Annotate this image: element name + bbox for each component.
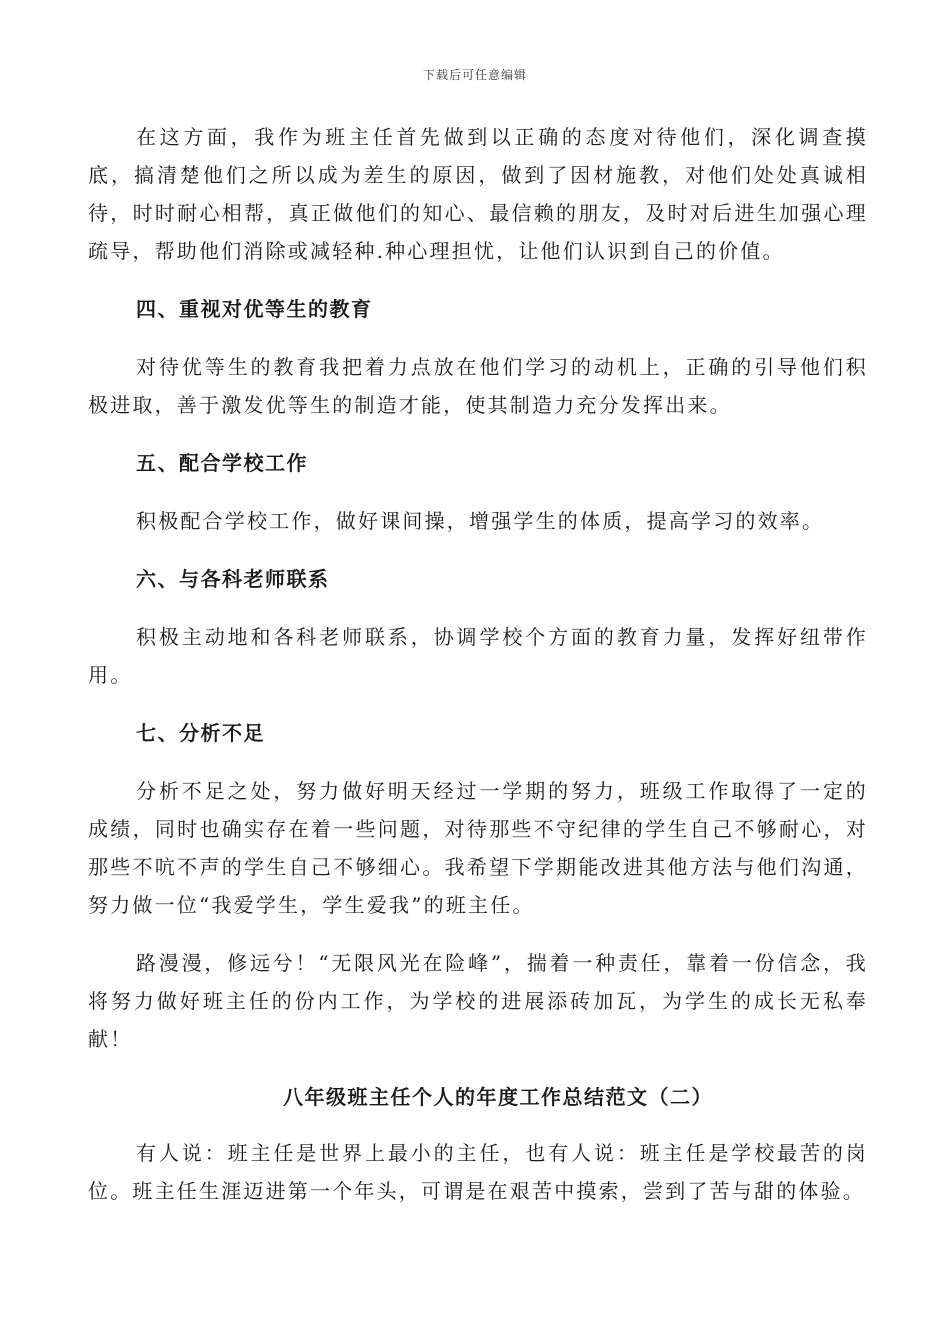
paragraph-intro-two: 有人说：班主任是世界上最小的主任，也有人说：班主任是学校最苦的岗位。班主任生涯迈进第一个年头，可谓是在艰苦中摸索，尝到了苦与甜的体验。 (88, 1141, 868, 1203)
paragraph-underachievers: 在这方面，我作为班主任首先做到以正确的态度对待他们，深化调查摸底，搞清楚他们之所以成为差生的原因，做到了因材施教，对他们处处真诚相待，时时耐心相帮，真正做他们的知心、最信赖的朋友，及时对后进生加强心理疏导，帮助他们消除或减轻种.种心理担忧，让他们认识到自己的价值。 (88, 125, 868, 263)
paragraph-closing: 路漫漫，修远兮！“无限风光在险峰”，揣着一种责任，靠着一份信念，我将努力做好班主任的份内工作，为学校的进展添砖加瓦，为学生的成长无私奉献！ (88, 951, 868, 1051)
page-header-note: 下载后可任意编辑 (422, 68, 527, 82)
paragraph-school-work: 积极配合学校工作，做好课间操，增强学生的体质，提高学习的效率。 (136, 509, 825, 533)
article-title-two: 八年级班主任个人的年度工作总结范文（二） (283, 1085, 713, 1109)
document-body (88, 118, 868, 1230)
section-heading-5: 五、配合学校工作 (136, 451, 308, 475)
section-heading-4: 四、重视对优等生的教育 (136, 297, 373, 321)
paragraph-top-students: 对待优等生的教育我把着力点放在他们学习的动机上，正确的引导他们积极进取，善于激发优等生的制造才能，使其制造力充分发挥出来。 (88, 355, 868, 417)
paragraph-shortcomings: 分析不足之处，努力做好明天经过一学期的努力，班级工作取得了一定的成绩，同时也确实存在着一些问题，对待那些不守纪律的学生自己不够耐心，对那些不吭不声的学生自己不够细心。我希望下学期能改进其他方法与他们沟通，努力做一位“我爱学生，学生爱我”的班主任。 (88, 779, 868, 917)
section-heading-7: 七、分析不足 (136, 721, 265, 745)
paragraph-teachers-contact: 积极主动地和各科老师联系，协调学校个方面的教育力量，发挥好纽带作用。 (88, 625, 868, 687)
section-heading-6: 六、与各科老师联系 (136, 567, 330, 591)
